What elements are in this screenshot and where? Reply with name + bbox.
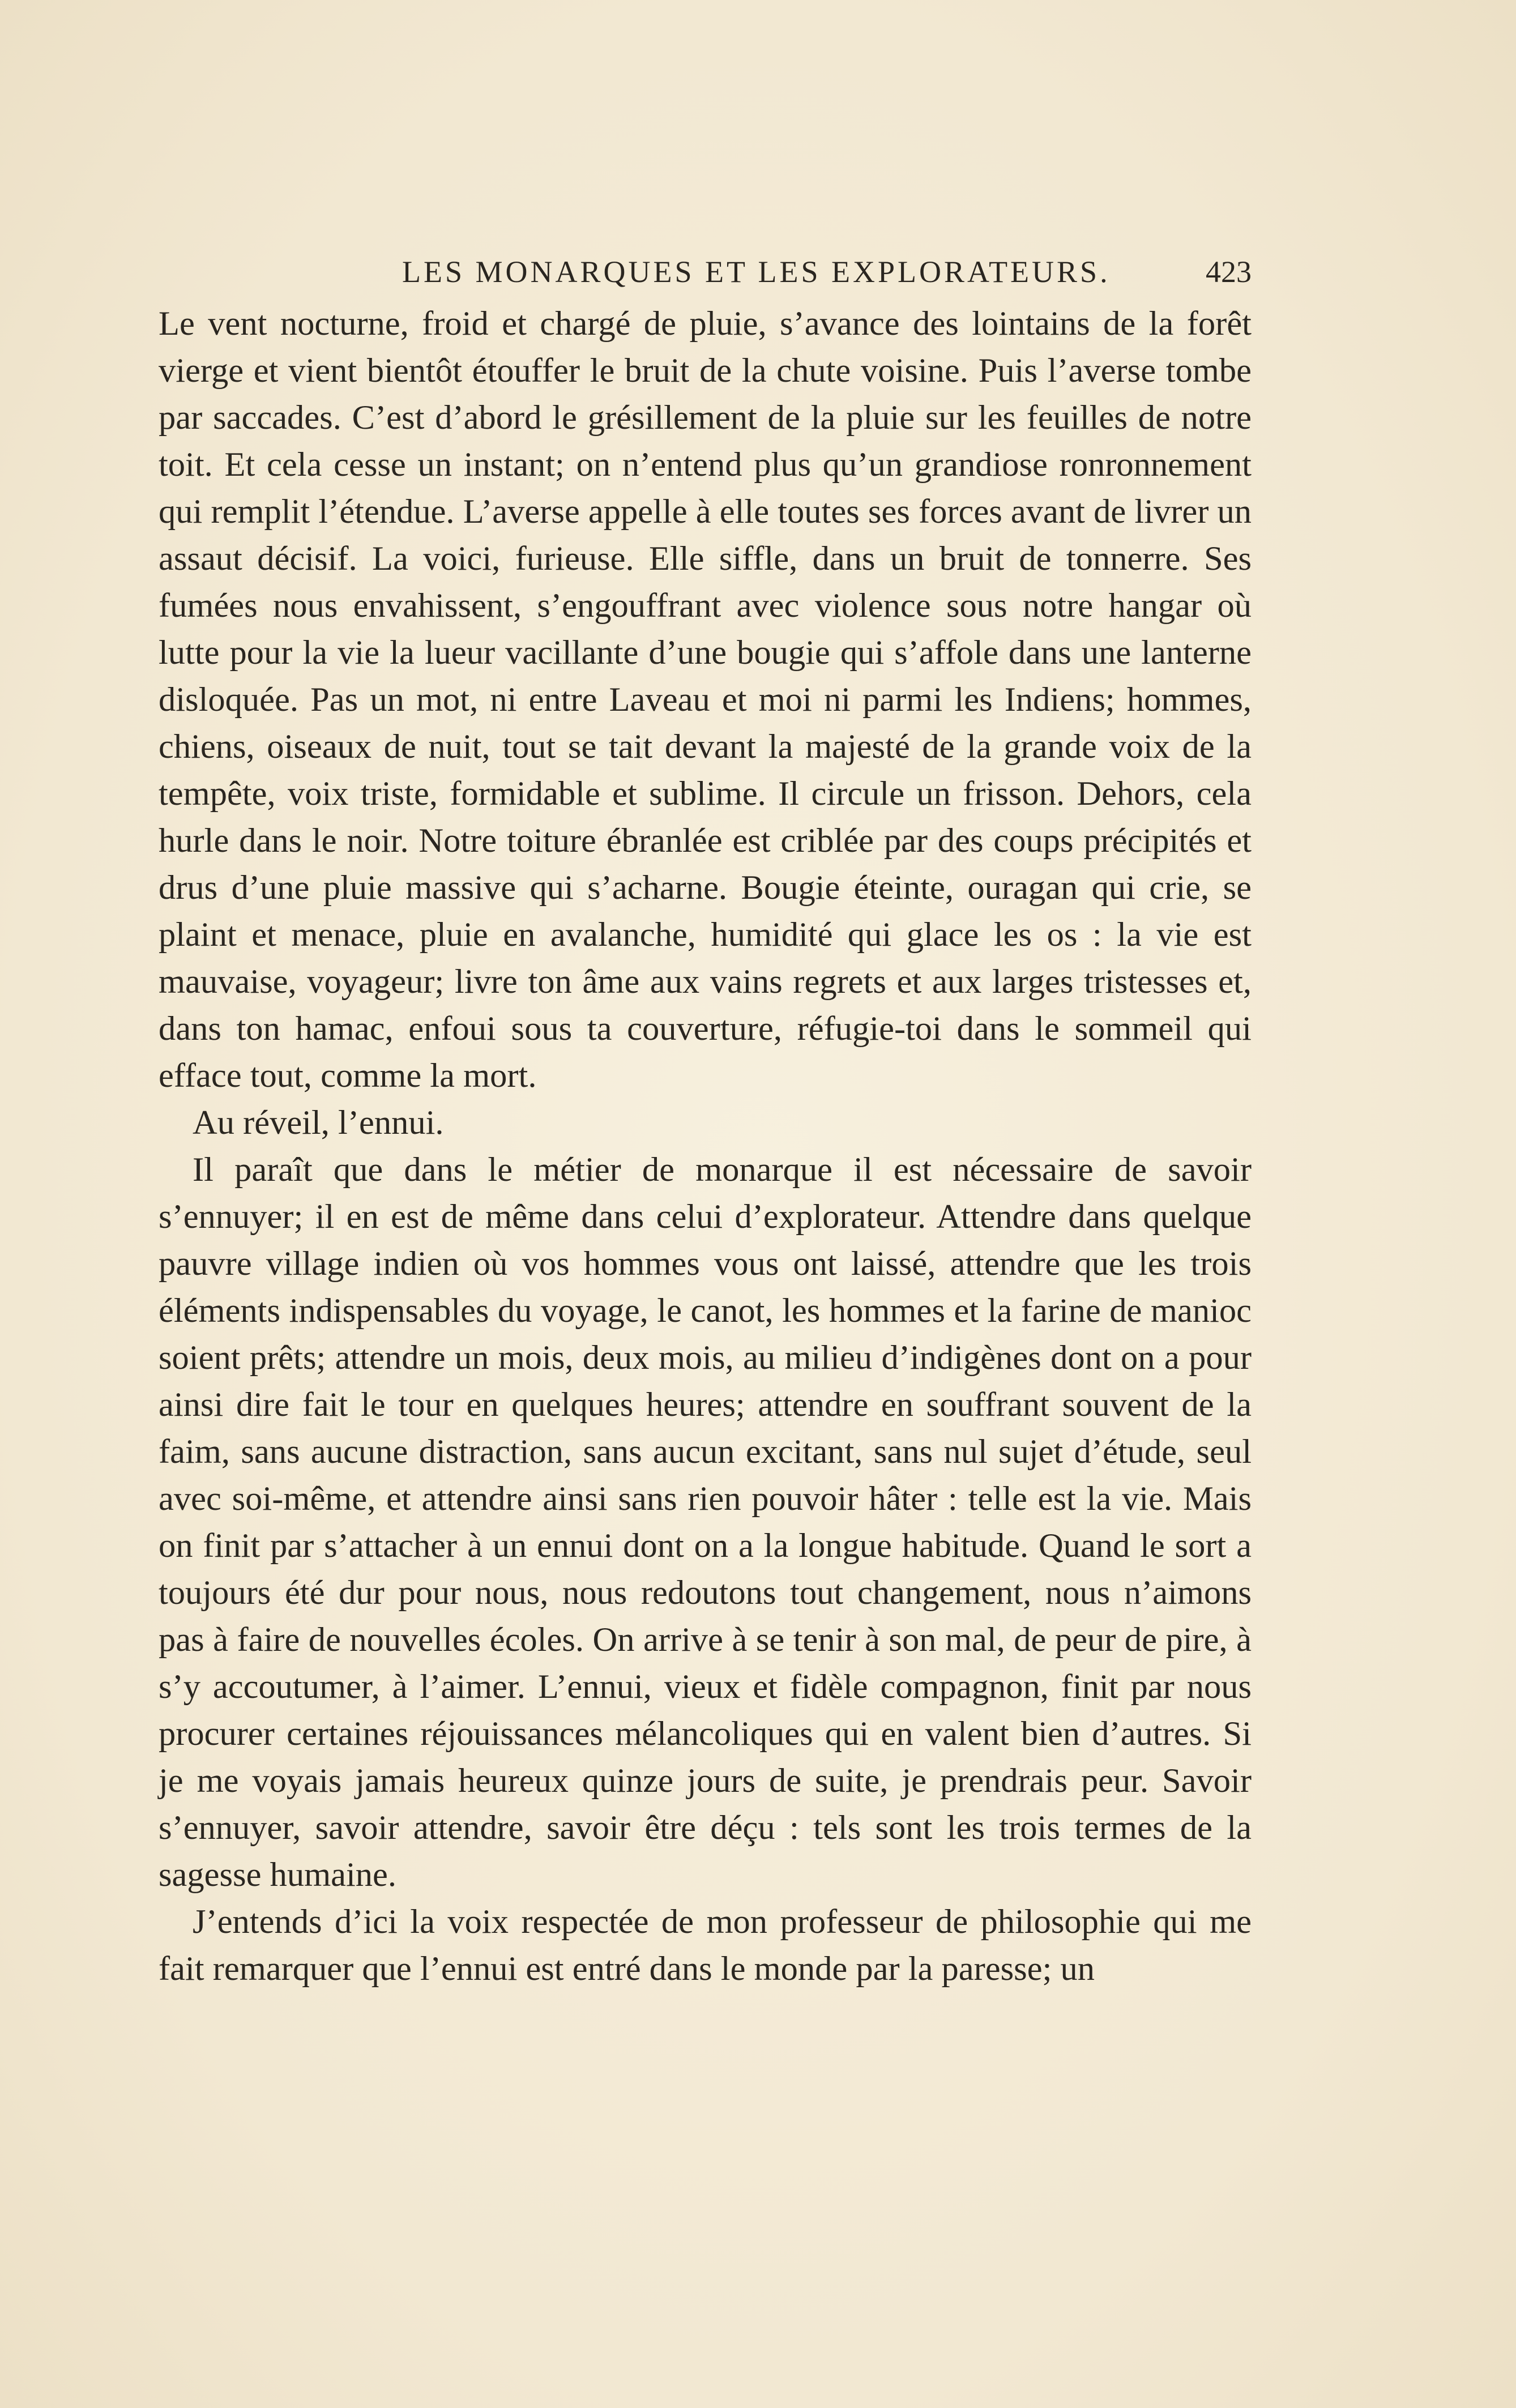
body-text xyxy=(159,300,1252,1992)
running-header xyxy=(159,252,1252,292)
page-number: 423 xyxy=(1206,255,1252,289)
paragraph-storm: Le vent nocturne, froid et chargé de pluie, s’avance des lointains de la forêt vierge et vient bientôt étouffer le bruit de la chute voisine. Puis l’averse tombe par saccades. C’est d’abord le grésillement de la pluie sur les feuilles de notre toit. Et cela cesse un instant; on n’entend plus qu’un grandiose ronronnement qui remplit l’étendue. L’averse appelle à elle toutes ses forces avant de livrer un assaut décisif. La voici, furieuse. Elle siffle, dans un bruit de tonnerre. Ses fumées nous envahissent, s’engouffrant avec violence sous notre hangar où lutte pour la vie la lueur vacillante d’une bougie qui s’affole dans une lanterne disloquée. Pas un mot, ni entre Laveau et moi ni parmi les Indiens; hommes, chiens, oiseaux de nuit, tout se tait devant la majesté de la grande voix de la tempête, voix triste, formidable et sublime. Il circule un frisson. Dehors, cela hurle dans le noir. Notre toiture ébranlée est criblée par des coups précipités et drus d’une pluie massive qui s’acharne. Bougie éteinte, ouragan qui crie, se plaint et menace, pluie en avalanche, humidité qui glace les os : la vie est mauvaise, voyageur; livre ton âme aux vains regrets et aux larges tristesses et, dans ton hamac, enfoui sous ta couverture, réfugie-toi dans le sommeil qui efface tout, comme la mort. xyxy=(159,305,1252,1095)
running-title: LES MONARQUES ET LES EXPLORATEURS. xyxy=(402,255,1111,289)
paragraph-awakening: Au réveil, l’ennui. xyxy=(193,1104,444,1142)
paragraph-philosophy: J’entends d’ici la voix respectée de mon professeur de philosophie qui me fait remarquer que l’ennui est entré dans le monde par la paresse; un xyxy=(159,1903,1252,1988)
paragraph-boredom: Il paraît que dans le métier de monarque il est nécessaire de savoir s’ennuyer; il en est de même dans celui d’explorateur. Attendre dans quelque pauvre village indien où vos hommes vous ont laissé, attendre que les trois éléments indispensables du voyage, le canot, les hommes et la farine de manioc soient prêts; attendre un mois, deux mois, au milieu d’indigènes dont on a pour ainsi dire fait le tour en quelques heures; attendre en souffrant souvent de la faim, sans aucune distraction, sans aucun excitant, sans nul sujet d’étude, seul avec soi-même, et attendre ainsi sans rien pouvoir hâter : telle est la vie. Mais on finit par s’attacher à un ennui dont on a la longue habitude. Quand le sort a toujours été dur pour nous, nous redoutons tout changement, nous n’aimons pas à faire de nouvelles écoles. On arrive à se tenir à son mal, de peur de pire, à s’y accoutumer, à l’aimer. L’ennui, vieux et fidèle compagnon, finit par nous procurer certaines réjouissances mélancoliques qui en valent bien d’autres. Si je me voyais jamais heureux quinze jours de suite, je prendrais peur. Savoir s’ennuyer, savoir attendre, savoir être déçu : tels sont les trois termes de la sagesse humaine. xyxy=(159,1151,1252,1894)
